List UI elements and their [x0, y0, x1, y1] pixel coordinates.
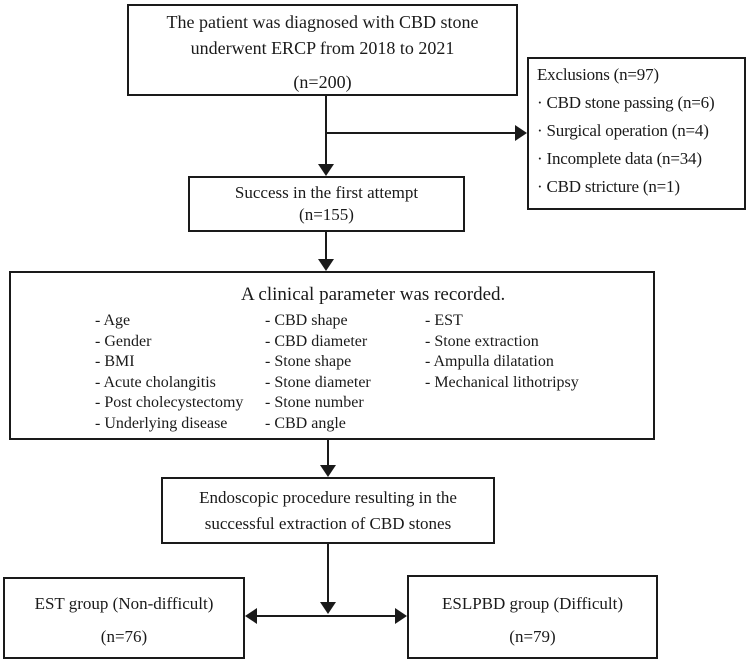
diagnosis-count: (n=200): [293, 72, 352, 92]
arrowhead-right: [395, 608, 407, 624]
arrow-endoscopic-to-split-line: [327, 544, 329, 603]
parameters-title: A clinical parameter was recorded.: [241, 284, 506, 305]
parameter-item: - Gender: [95, 332, 152, 350]
parameter-item: - Stone extraction: [425, 332, 539, 350]
endoscopic-line-2: successful extraction of CBD stones: [204, 514, 452, 533]
parameters-column-3: [425, 311, 579, 393]
exclusions-box: [527, 57, 746, 210]
arrowhead-down: [320, 465, 336, 477]
exclusion-item: · Incomplete data (n=34): [537, 149, 702, 168]
parameter-item: - Stone shape: [265, 353, 352, 370]
parameter-item: - CBD angle: [265, 414, 346, 432]
diagnosis-box: [127, 4, 518, 96]
arrowhead-down: [318, 259, 334, 271]
parameter-item: - Acute cholangitis: [95, 373, 216, 391]
parameter-item: - Mechanical lithotripsy: [425, 373, 579, 391]
eslpbd-group-count: (n=79): [509, 627, 556, 646]
parameter-item: - CBD diameter: [265, 332, 368, 350]
diagnosis-line-1: The patient was diagnosed with CBD stone: [166, 12, 479, 32]
parameter-item: - Stone number: [265, 394, 364, 411]
parameter-item: - Age: [95, 312, 131, 329]
parameter-item: - Underlying disease: [95, 414, 228, 432]
parameters-column-1: [95, 311, 243, 434]
arrow-to-exclusions-line: [326, 132, 515, 134]
exclusions-title: Exclusions (n=97): [537, 65, 659, 84]
first-attempt-line: Success in the first attempt: [234, 183, 419, 202]
parameter-item: - BMI: [95, 353, 135, 370]
eslpbd-group-box: [407, 575, 658, 659]
parameter-item: - CBD shape: [265, 312, 348, 329]
endoscopic-procedure-box: [161, 477, 495, 544]
parameters-column-2: [265, 311, 371, 434]
parameter-item: - Post cholecystectomy: [95, 394, 244, 411]
arrowhead-left: [245, 608, 257, 624]
arrowhead-down: [318, 164, 334, 176]
exclusion-item: · CBD stricture (n=1): [537, 177, 680, 196]
arrow-success-to-parameters-line: [325, 232, 327, 260]
first-attempt-success-box: [188, 176, 465, 232]
exclusion-item: · Surgical operation (n=4): [537, 121, 709, 140]
endoscopic-line-1: Endoscopic procedure resulting in the: [199, 488, 457, 507]
arrow-parameters-to-endoscopic-line: [327, 440, 329, 466]
arrowhead-right: [515, 125, 527, 141]
clinical-parameters-box: [9, 271, 655, 440]
arrowhead-down: [320, 602, 336, 614]
est-group-label: EST group (Non-difficult): [34, 594, 214, 613]
arrow-diagnosis-to-success-line: [325, 96, 327, 165]
diagnosis-line-2: underwent ERCP from 2018 to 2021: [190, 38, 455, 58]
parameter-item: - Stone diameter: [265, 373, 371, 391]
split-double-arrow-line: [255, 615, 397, 617]
parameter-item: - EST: [425, 312, 463, 329]
parameter-item: - Ampulla dilatation: [425, 353, 554, 370]
exclusion-item: · CBD stone passing (n=6): [537, 93, 715, 112]
first-attempt-count: (n=155): [299, 205, 354, 224]
est-group-count: (n=76): [100, 627, 148, 646]
est-group-box: [3, 577, 245, 659]
eslpbd-group-label: ESLPBD group (Difficult): [441, 594, 623, 613]
